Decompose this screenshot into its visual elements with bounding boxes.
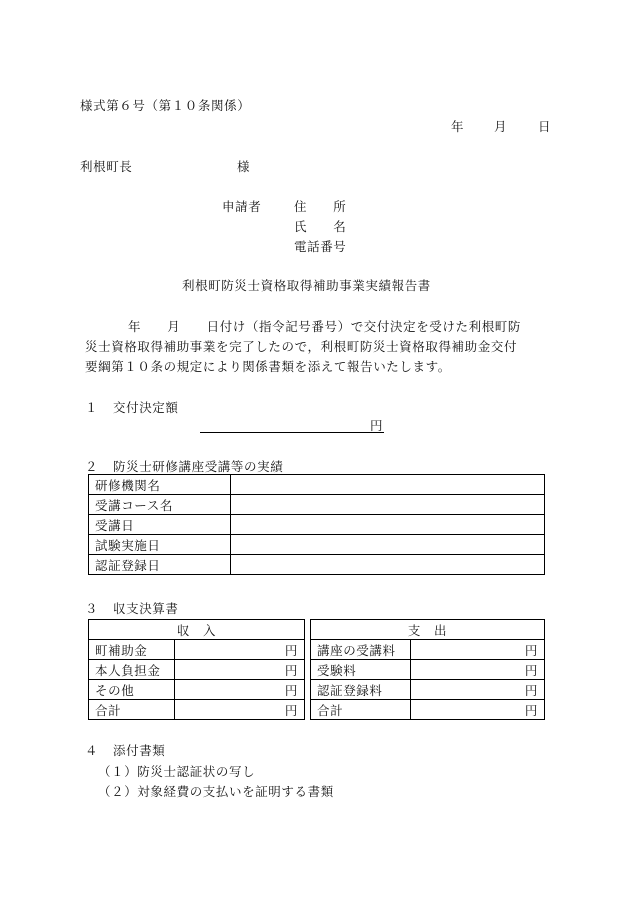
table-row <box>89 700 305 720</box>
form-number: 様式第６号（第１０条関係） <box>80 98 251 113</box>
table-row <box>311 620 545 640</box>
section2-title: 防災士研修講座受講等の実績 <box>113 459 284 474</box>
applicant-label: 申請者 <box>222 199 262 214</box>
grant-amount-underline <box>200 432 384 433</box>
expense-amount-field[interactable]: 円 <box>411 680 545 700</box>
income-label: 町補助金 <box>89 640 175 660</box>
section4-title: 添付書類 <box>113 743 166 758</box>
applicant-name-label: 氏 名 <box>294 219 347 234</box>
table-row <box>89 620 305 640</box>
course-name-field[interactable] <box>231 495 545 515</box>
training-institution-field[interactable] <box>231 475 545 495</box>
training-record-table <box>88 474 545 575</box>
applicant-address-label: 住 所 <box>294 199 347 214</box>
attendance-date-field[interactable] <box>231 515 545 535</box>
table-row <box>89 555 545 575</box>
section3-number: ３ <box>85 601 99 616</box>
income-amount-field[interactable]: 円 <box>175 640 305 660</box>
table-row <box>311 640 545 660</box>
table-row <box>89 475 545 495</box>
attachment-item-2: （２）対象経費の支払いを証明する書類 <box>98 784 334 799</box>
income-amount-field[interactable]: 円 <box>175 680 305 700</box>
income-label: 本人負担金 <box>89 660 175 680</box>
date-month-label: 月 <box>494 119 508 134</box>
expense-label: 認証登録料 <box>311 680 411 700</box>
expense-amount-field[interactable]: 円 <box>411 640 545 660</box>
attendance-date-label: 受講日 <box>89 515 231 535</box>
expense-amount-field[interactable]: 円 <box>411 660 545 680</box>
table-row <box>311 660 545 680</box>
section3-title: 収支決算書 <box>113 601 179 616</box>
income-total-field[interactable]: 円 <box>175 700 305 720</box>
expense-total-field[interactable]: 円 <box>411 700 545 720</box>
attachment-item-1: （１）防災士認証状の写し <box>98 764 256 779</box>
section4-number: ４ <box>85 743 99 758</box>
registration-date-label: 認証登録日 <box>89 555 231 575</box>
table-row <box>311 700 545 720</box>
section1-number: １ <box>85 400 99 415</box>
registration-date-field[interactable] <box>231 555 545 575</box>
table-row <box>89 515 545 535</box>
section1-title: 交付決定額 <box>113 400 179 415</box>
income-total-label: 合計 <box>89 700 175 720</box>
expense-total-label: 合計 <box>311 700 411 720</box>
date-year-label: 年 <box>451 119 465 134</box>
table-row <box>89 640 305 660</box>
section2-number: ２ <box>85 459 99 474</box>
document-title: 利根町防災士資格取得補助事業実績報告書 <box>182 278 431 293</box>
expense-label: 受験料 <box>311 660 411 680</box>
body-line-1: 年 月 日付け（指令記号番号）で交付決定を受けた利根町防 <box>128 319 522 334</box>
table-row <box>89 495 545 515</box>
exam-date-label: 試験実施日 <box>89 535 231 555</box>
expense-label: 講座の受講料 <box>311 640 411 660</box>
income-amount-field[interactable]: 円 <box>175 660 305 680</box>
table-row <box>89 535 545 555</box>
body-line-2: 災士資格取得補助事業を完了したので，利根町防災士資格取得補助金交付 <box>85 339 518 354</box>
income-header: 収 入 <box>89 620 305 640</box>
income-table <box>88 619 305 720</box>
body-line-3: 要綱第１０条の規定により関係書類を添えて報告いたします。 <box>85 359 451 374</box>
applicant-phone-label: 電話番号 <box>294 239 347 254</box>
income-label: その他 <box>89 680 175 700</box>
date-day-label: 日 <box>538 119 552 134</box>
expense-header: 支 出 <box>311 620 545 640</box>
table-row <box>89 680 305 700</box>
table-row <box>89 660 305 680</box>
addressee-name: 利根町長 <box>80 159 133 174</box>
course-name-label: 受講コース名 <box>89 495 231 515</box>
grant-amount-unit: 円 <box>370 418 384 433</box>
expense-table <box>310 619 545 720</box>
exam-date-field[interactable] <box>231 535 545 555</box>
table-row <box>311 680 545 700</box>
training-institution-label: 研修機関名 <box>89 475 231 495</box>
addressee-honorific: 様 <box>237 159 251 174</box>
